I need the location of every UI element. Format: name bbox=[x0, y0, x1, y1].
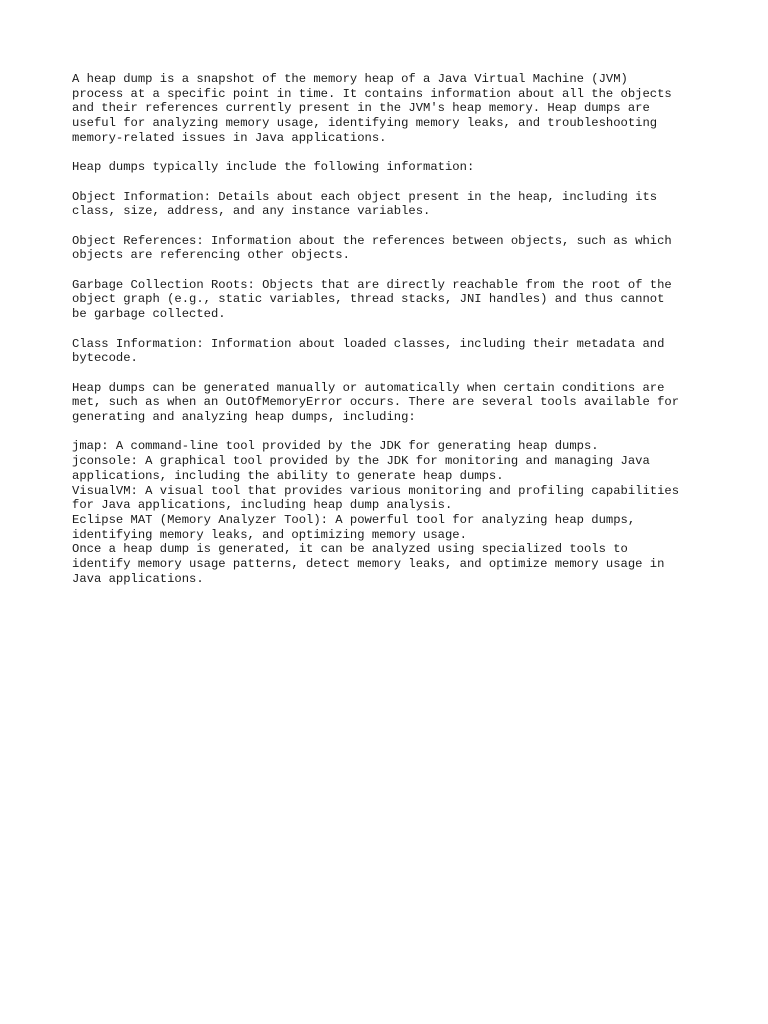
tools-list bbox=[72, 439, 712, 586]
generation-paragraph: Heap dumps can be generated manually or automatically when certain conditions are met, such as when an OutOfMemoryError occurs. There are several tools available for generating and analyzing heap dumps, including: bbox=[72, 380, 680, 425]
tool-eclipse-mat: Eclipse MAT (Memory Analyzer Tool): A powerful tool for analyzing heap dumps, identifying memory leaks, and optimizing memory usage. bbox=[72, 512, 636, 542]
object-references-paragraph: Object References: Information about the references between objects, such as which objects are referencing other objects. bbox=[72, 233, 672, 263]
closing-paragraph: Once a heap dump is generated, it can be analyzed using specialized tools to identify memory usage patterns, detect memory leaks, and optimize memory usage in Java applications. bbox=[72, 542, 665, 586]
document-page bbox=[72, 72, 712, 587]
tool-jconsole: jconsole: A graphical tool provided by the JDK for monitoring and managing Java applications, including the ability to generate heap dumps. bbox=[72, 454, 650, 483]
tool-jmap: jmap: A command-line tool provided by the JDK for generating heap dumps. bbox=[72, 439, 599, 454]
class-information-paragraph: Class Information: Information about loaded classes, including their metadata and bytecode. bbox=[72, 336, 665, 366]
object-information-paragraph: Object Information: Details about each object present in the heap, including its class, size, address, and any instance variables. bbox=[72, 189, 658, 219]
gc-roots-paragraph: Garbage Collection Roots: Objects that are directly reachable from the root of the object graph (e.g., static variables, thread stacks, JNI handles) and thus cannot be garbage collected. bbox=[72, 277, 672, 322]
tool-visualvm: VisualVM: A visual tool that provides various monitoring and profiling capabilities for Java applications, including heap dump analysis. bbox=[72, 483, 680, 513]
includes-heading-paragraph: Heap dumps typically include the following information: bbox=[72, 160, 475, 175]
intro-paragraph: A heap dump is a snapshot of the memory heap of a Java Virtual Machine (JVM) process at a specific point in time. It contains information about all the objects and their references currently present in the JVM's heap memory. Heap dumps are useful for analyzing memory usage, identifying memory leaks, and troubleshooting memory-related issues in Java applications. bbox=[72, 72, 672, 145]
